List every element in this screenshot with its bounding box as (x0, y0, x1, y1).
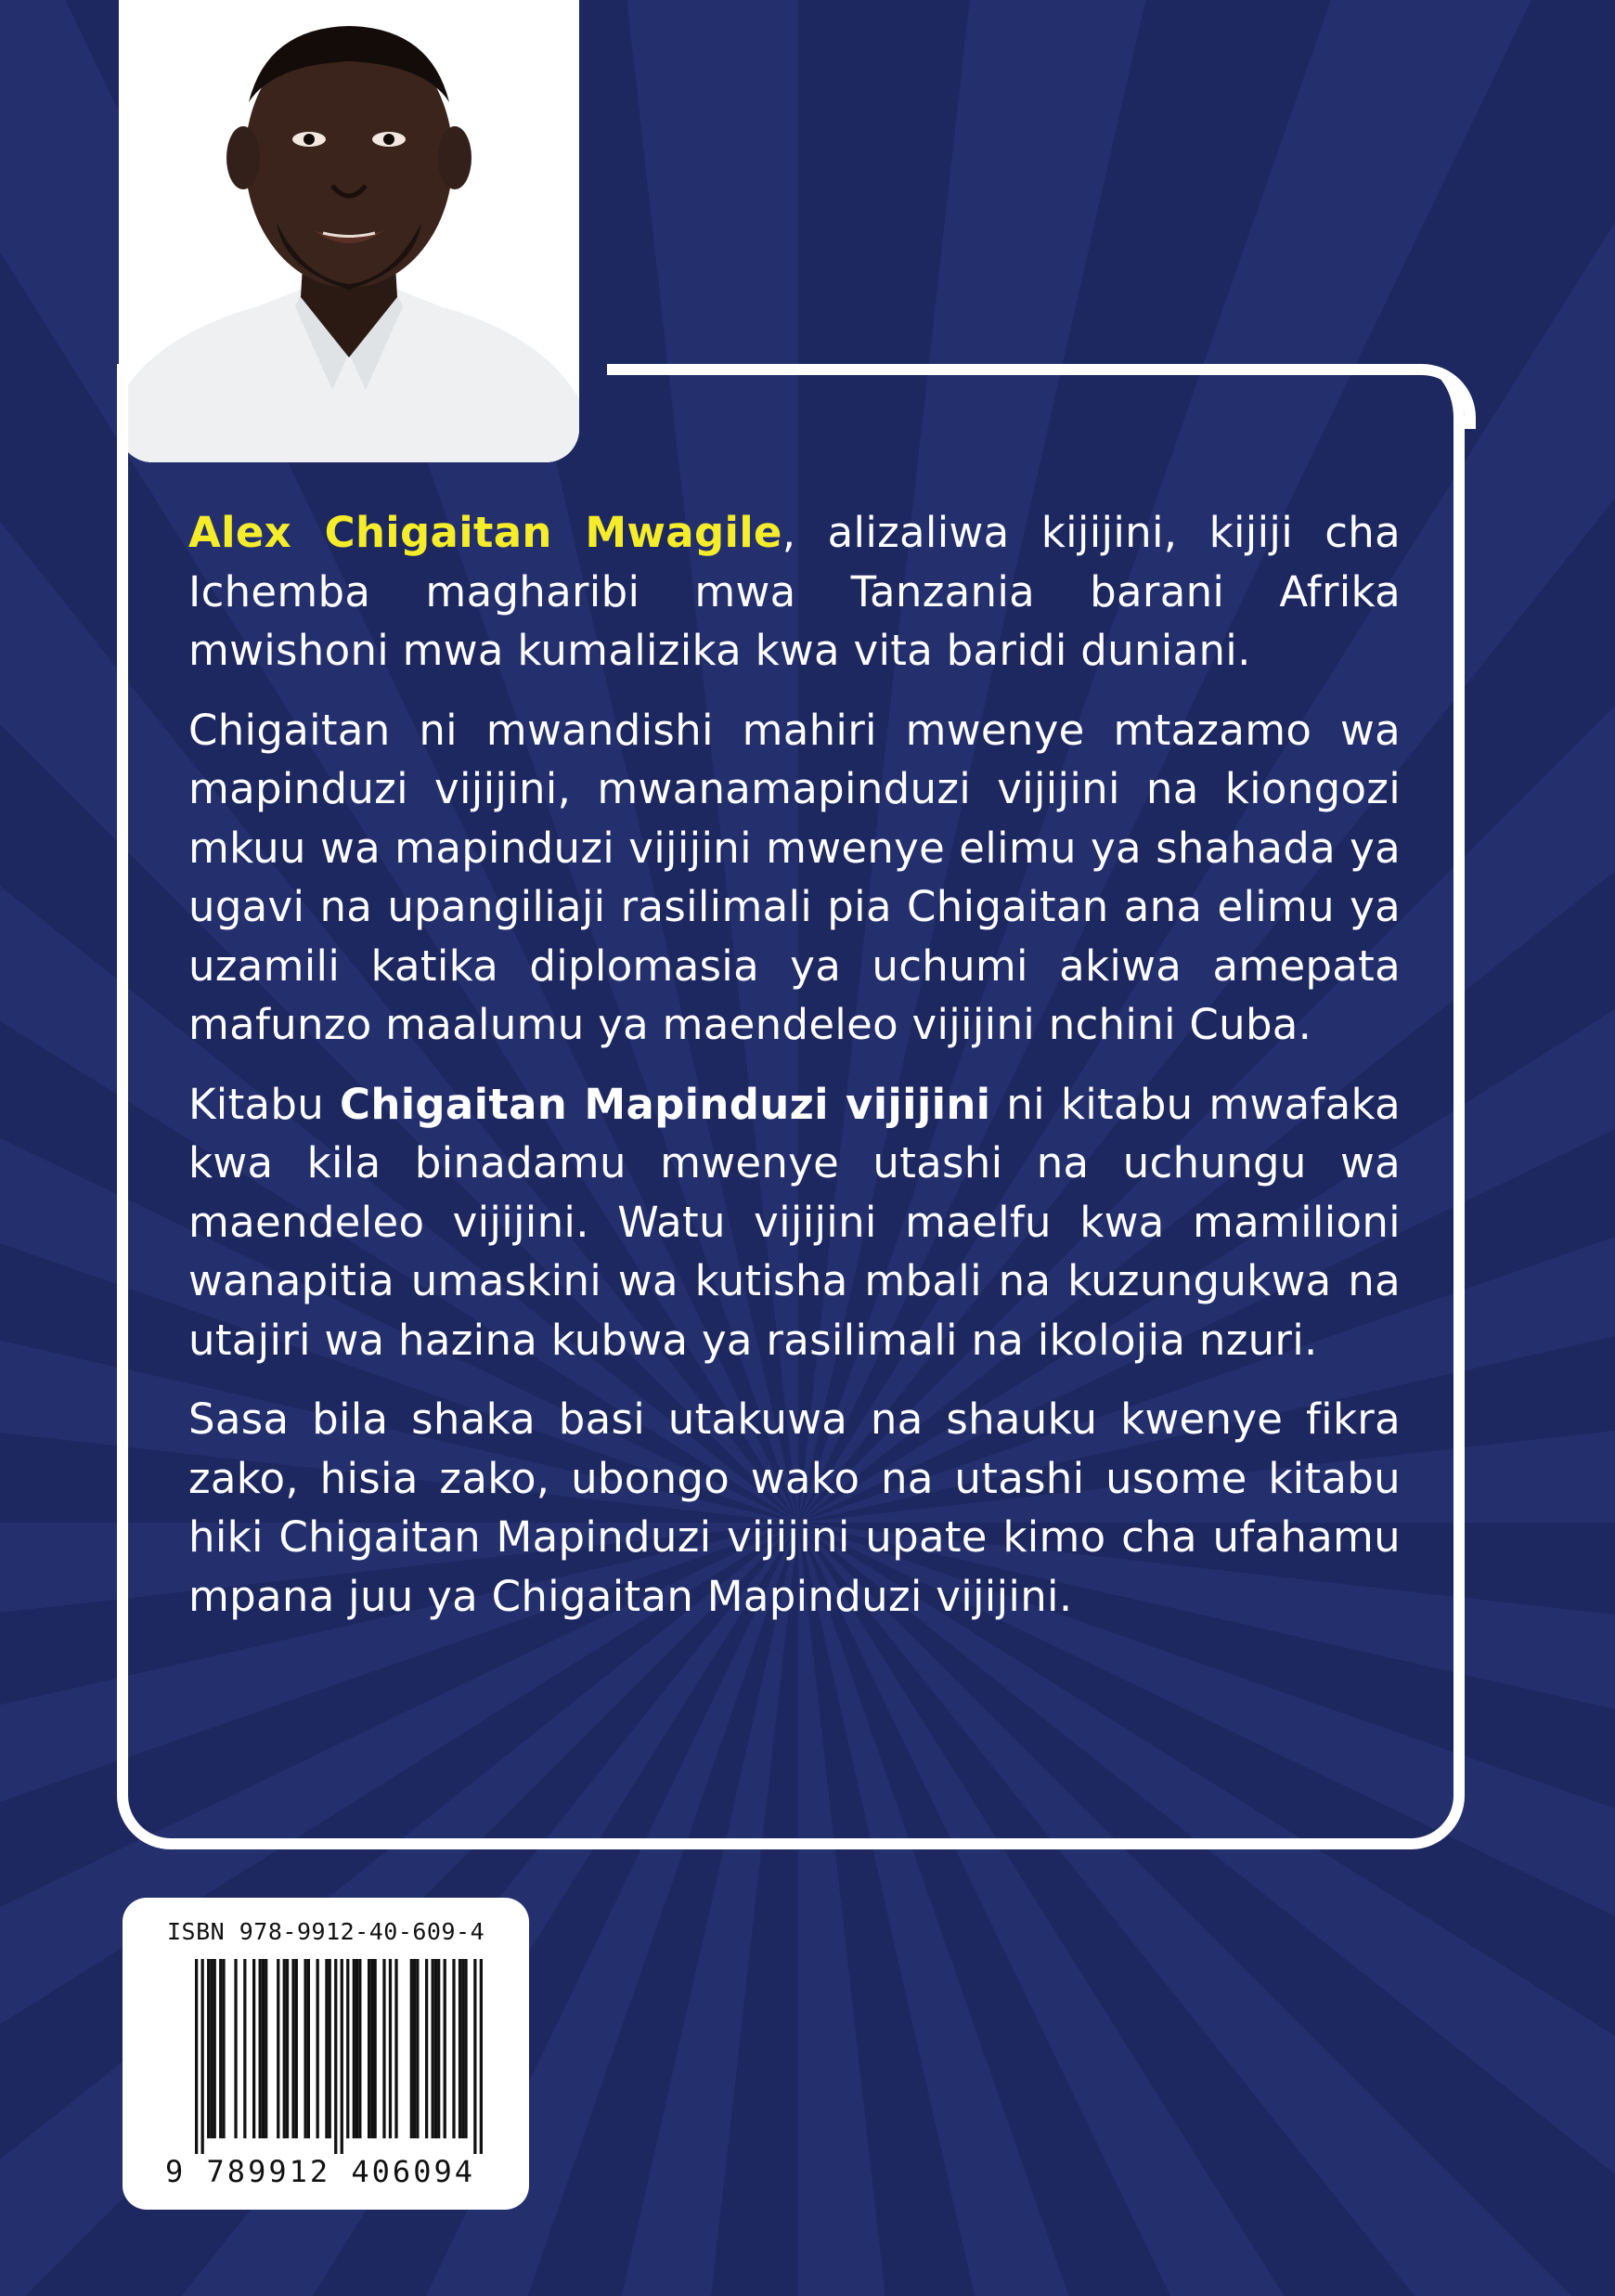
barcode-bar (213, 1959, 216, 2138)
barcode-bar (291, 1959, 294, 2138)
barcode-bar (243, 1959, 246, 2138)
barcode-bar (277, 1959, 279, 2138)
barcode-bar (334, 1959, 337, 2154)
barcode-bar (444, 1959, 446, 2138)
barcode-bar (353, 1959, 355, 2138)
barcode-bar (410, 1959, 413, 2138)
barcode-bar (394, 1959, 397, 2138)
barcode-bar (459, 1959, 461, 2138)
barcode-bar (262, 1959, 265, 2138)
barcode-bar (368, 1959, 370, 2138)
bio-paragraph-2: Chigaitan ni mwandishi mahiri mwenye mtazamo wa mapinduzi vijijini, mwanamapinduzi vijijini na kiongozi mkuu wa mapinduzi vijijini mwenye elimu ya shahada ya ugavi na upangiliaji rasilimali pia Chigaitan ana elimu ya uzamili katika diplomasia ya uchumi akiwa amepata mafunzo maalumu ya maendeleo vijijini nchini Cuba. (188, 705, 1401, 1049)
isbn-barcode-box (123, 1898, 529, 2210)
barcode-bar (452, 1959, 455, 2138)
barcode-bar (464, 1959, 467, 2138)
barcode-bar (252, 1959, 255, 2138)
barcode-bar (201, 1959, 204, 2154)
book-description-text: ni kitabu mwafaka kwa kila binadamu mwenye utashi na uchungu wa maendeleo vijijini. Watu vijijini maelfu kwa mamilioni wanapitia umaskini wa kutisha mbali na kuzungukwa na utajiri wa hazina kubwa ya rasilimali na ikolojia nzuri. (188, 1079, 1401, 1365)
barcode-bar (222, 1959, 225, 2138)
barcode-bar (259, 1959, 262, 2138)
barcode-bar (317, 1959, 319, 2138)
barcode-bar (286, 1959, 289, 2138)
barcode-bar (480, 1959, 483, 2154)
barcode-bar (346, 1959, 349, 2138)
barcode-bar (434, 1959, 437, 2138)
barcode-bar (283, 1959, 286, 2138)
barcode-bar (389, 1959, 392, 2138)
barcode-bar (413, 1959, 416, 2138)
barcode-bar (329, 1959, 331, 2138)
text-frame-top-edge (607, 364, 1415, 375)
book-title: Chigaitan Mapinduzi vijijini (340, 1079, 991, 1129)
barcode-bar (295, 1959, 298, 2138)
barcode-bar (358, 1959, 361, 2138)
barcode-bar (207, 1959, 210, 2138)
barcode-bar (195, 1959, 198, 2154)
barcode-bar (341, 1959, 343, 2154)
author-name: Alex Chigaitan Mwagile (188, 508, 782, 557)
barcode-bar (461, 1959, 464, 2138)
bio-paragraph-1 (188, 503, 1401, 681)
barcode-bar (219, 1959, 222, 2138)
barcode-bar (437, 1959, 440, 2138)
book-description-paragraph (188, 1075, 1401, 1370)
barcode-bar (432, 1959, 434, 2138)
barcode-bar (355, 1959, 358, 2138)
barcode-bar (416, 1959, 419, 2138)
barcode-bar (374, 1959, 377, 2138)
barcode-bar (370, 1959, 373, 2138)
barcode-bar (234, 1959, 237, 2138)
author-bio (188, 503, 1401, 1646)
barcode-bar (425, 1959, 428, 2138)
barcode-bar (382, 1959, 385, 2138)
invitation-paragraph: Sasa bila shaka basi utakuwa na shauku kwenye fikra zako, hisia zako, ubongo wako na utashi usome kitabu hiki Chigaitan Mapinduzi vijijini upate kimo cha ufahamu mpana juu ya Chigaitan Mapinduzi vijijini. (188, 1394, 1401, 1621)
barcode-bar (304, 1959, 306, 2138)
barcode-bar (307, 1959, 310, 2138)
book-description-lead: Kitabu (188, 1079, 341, 1129)
isbn-label: ISBN 978-9912-40-609-4 (167, 1918, 485, 1945)
barcode-bar (473, 1959, 476, 2154)
barcode-bar (265, 1959, 267, 2138)
barcode-digits: 9 789912 406094 (165, 2154, 475, 2189)
barcode-icon (195, 1959, 483, 2154)
barcode-bar (210, 1959, 213, 2138)
bio-paragraph-1-text: , alizaliwa kijijini, kijiji cha Ichemba magharibi mwa Tanzania barani Afrika mwishoni mwa kumalizika kwa vita baridi duniani. (188, 508, 1402, 675)
barcode-bar (325, 1959, 328, 2138)
